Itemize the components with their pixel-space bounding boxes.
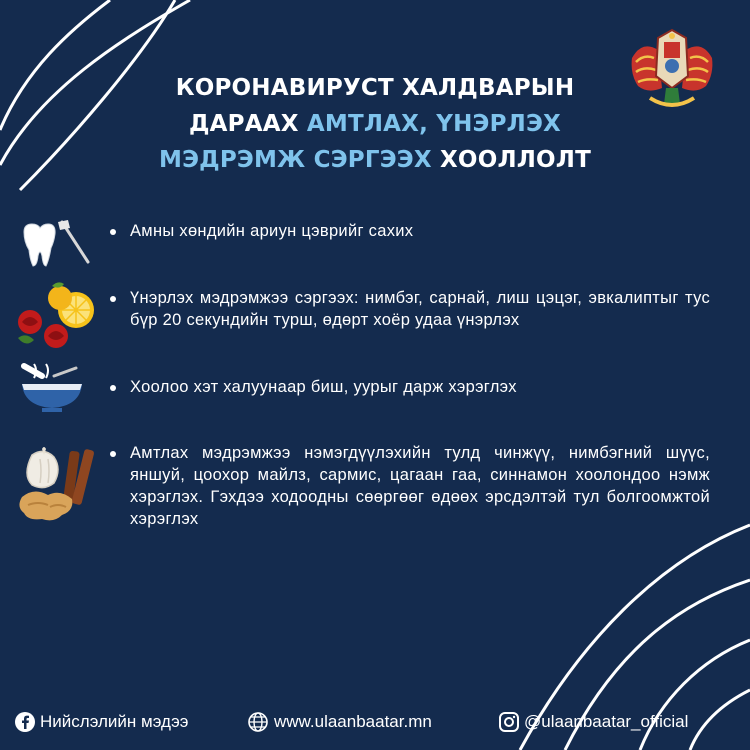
bullet-dot bbox=[110, 451, 116, 457]
ulaanbaatar-emblem-logo bbox=[628, 28, 716, 114]
title-line-2-plain: ДАРААХ bbox=[188, 111, 307, 137]
lemon-rose-icon bbox=[12, 280, 102, 354]
list-item bbox=[110, 442, 710, 530]
website-label: www.ulaanbaatar.mn bbox=[274, 712, 432, 731]
title-line-3-highlight: МЭДРЭМЖ СЭРГЭЭХ bbox=[158, 147, 432, 173]
page-title bbox=[120, 70, 630, 178]
list-item bbox=[110, 220, 710, 242]
title-line-1: КОРОНАВИРУСТ ХАЛДВАРЫН bbox=[175, 75, 575, 101]
list-item-text: Үнэрлэх мэдрэмжээ сэргээх: нимбэг, сарнай, лиш цэцэг, эвкалиптыг тус бүр 20 секундийн турш, өдөрт хоёр удаа үнэрлэх bbox=[130, 289, 710, 329]
facebook-label: Нийслэлийн мэдээ bbox=[40, 712, 189, 731]
facebook-icon bbox=[14, 711, 36, 733]
bullet-dot bbox=[110, 296, 116, 302]
list-item bbox=[110, 376, 710, 398]
footer-website[interactable] bbox=[246, 710, 432, 734]
globe-icon bbox=[246, 711, 270, 733]
instagram-label: @ulaanbaatar_official bbox=[524, 712, 689, 731]
bullet-dot bbox=[110, 385, 116, 391]
footer-facebook[interactable] bbox=[14, 710, 188, 734]
footer-instagram[interactable] bbox=[498, 710, 688, 734]
tooth-icon bbox=[16, 220, 96, 270]
title-line-2-highlight: АМТЛАХ, ҮНЭРЛЭХ bbox=[306, 111, 561, 137]
list-item-text: Амны хөндийн ариун цэврийг сахих bbox=[130, 222, 414, 240]
hot-bowl-icon bbox=[20, 362, 84, 414]
instagram-icon bbox=[498, 711, 520, 733]
title-line-3-plain: ХООЛЛОЛТ bbox=[431, 147, 591, 173]
garlic-ginger-cinnamon-icon bbox=[14, 445, 104, 527]
list-item-text: Амтлах мэдрэмжээ нэмэгдүүлэхийн тулд чинжүү, нимбэгний шүүс, яншуй, цоохор майлз, сармис, цагаан гаа, синнамон хоолондоо нэмж хэрэглэх. Гэхдээ ходоодны сөөргөөг өдөөх эрсдэлтэй тул болгоомжтой хэрэглэх bbox=[130, 444, 710, 528]
list-item-text: Хоолоо хэт халуунаар биш, уурыг дарж хэрэглэх bbox=[130, 378, 517, 396]
bullet-dot bbox=[110, 229, 116, 235]
list-item bbox=[110, 287, 710, 331]
